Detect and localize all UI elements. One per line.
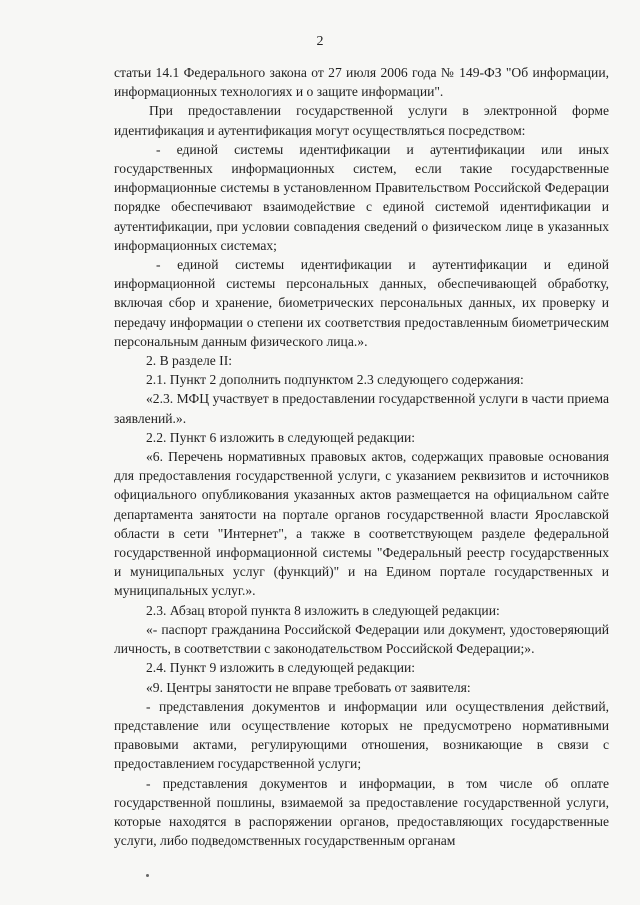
paragraph: 2.2. Пункт 6 изложить в следующей редакции: <box>146 429 416 445</box>
list-item: - представления документов и информации, в том числе об оплате государственной пошлины, взимаемой за предоставление государственной услуги, которые находятся в распоряжении органов, предоставляющих государственные услуги, либо подведомственных государственным органам <box>114 775 609 849</box>
list-item: - единой системы идентификации и аутентификации или иных государственных информационных систем, если такие государственные информационные системы в установленном Правительством Российской Федерации порядке обеспечивают взаимодействие с единой системой идентификации и аутентификации, при условии совпадения сведений о физическом лице в указанных информационных системах; <box>114 141 609 253</box>
quoted-paragraph: «9. Центры занятости не вправе требовать от заявителя: <box>146 679 471 695</box>
quoted-paragraph: «6. Перечень нормативных правовых актов, содержащих правовые основания для предоставления государственной услуги, с указанием реквизитов и источников официального опубликования указанных актов размещается на официальном сайте департамента занятости на портале органов государственной власти Ярославской области в сети "Интернет", а также в соответствующем разделе федеральной государственной информационной системы "Федеральный реестр государственных и муниципальных услуг (функций)" и на Едином портале государственных и муниципальных услуг.». <box>114 449 609 599</box>
quoted-paragraph: «2.3. МФЦ участвует в предоставлении государственной услуги в части приема заявлений.». <box>114 391 609 426</box>
scan-speck <box>146 874 149 877</box>
page-number: 2 <box>316 34 324 49</box>
quoted-paragraph: «- паспорт гражданина Российской Федерации или документ, удостоверяющий личность, в соответствии с законодательством Российской Федерации;». <box>114 621 609 657</box>
list-item: - единой системы идентификации и аутентификации и единой информационной системы персональных данных, обеспечивающей обработку, включая сбор и хранение, биометрических персональных данных, их проверку и передачу информации о степени их соответствия предоставленным биометрическим персональным данным физического лица.». <box>114 257 609 349</box>
paragraph: 2.1. Пункт 2 дополнить подпунктом 2.3 следующего содержания: <box>146 372 524 388</box>
paragraph: статьи 14.1 Федерального закона от 27 июля 2006 года № 149-ФЗ "Об информации, информационных технологиях и о защите информации". <box>114 65 609 100</box>
document-body <box>114 63 609 850</box>
paragraph: 2.4. Пункт 9 изложить в следующей редакции: <box>146 660 416 676</box>
list-item: - представления документов и информации или осуществления действий, представление или осуществление которых не предусмотрено нормативными правовыми актами, регулирующими отношения, возникающие в связи с предоставлением государственной услуги; <box>114 698 609 772</box>
paragraph: 2.3. Абзац второй пункта 8 изложить в следующей редакции: <box>146 602 500 618</box>
paragraph: При предоставлении государственной услуги в электронной форме идентификация и аутентификация могут осуществляться посредством: <box>114 103 609 138</box>
section-heading: 2. В разделе II: <box>146 353 233 369</box>
